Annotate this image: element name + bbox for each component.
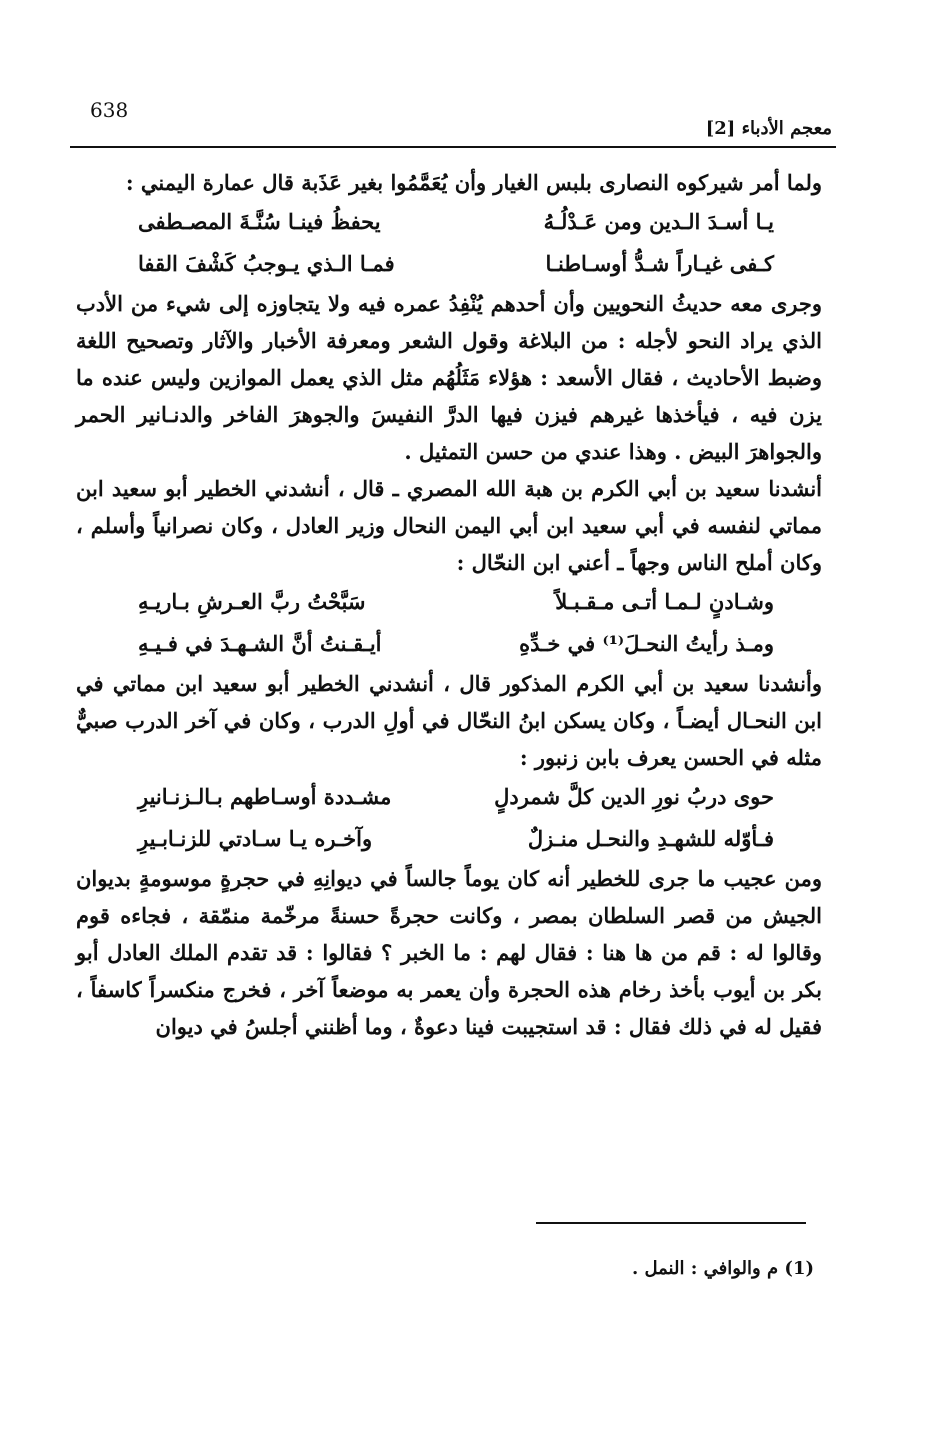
verse-line-5	[76, 776, 822, 818]
verse-line-4	[76, 623, 822, 665]
hemistich-right: كـفى غيـاراً شـدُّ أوسـاطنـا	[545, 251, 774, 276]
body-text	[76, 164, 822, 1045]
paragraph-1: ولما أمر شيركوه النصارى بلبس الغيار وأن يُعَمَّمُوا بغير عَذَبة قال عمارة اليمني :	[125, 170, 822, 195]
hemistich-left: يحفظُ فينـا سُنَّـةَ المصـطفى	[138, 209, 381, 234]
hemistich-left: وآخـره يـا سـادتي للزنـابـيرِ	[138, 826, 373, 851]
hemistich-left: مشـددة أوسـاطهم بـالـزنـانيرِ	[138, 784, 392, 809]
paragraph-5: ومن عجيب ما جرى للخطير أنه كان يوماً جالساً في ديوانِهِ في حجرةٍ موسومةٍ بديوان الجيش من قصر السلطان بمصر ، وكانت حجرةً حسنةً مرخّمة منمّقة ، فجاءه قوم وقالوا له : قم من ها هنا : فقال لهم : ما الخبر ؟ فقالوا : قد تقدم الملك العادل أبو بكر بن أيوب بأخذ رخام هذه الحجرة وأن يعمر به موضعاً آخر ، فخرج منكسراً كاسفاً ، فقيل له في ذلك فقال : قد استجيبت فينا دعوةٌ ، وما أظنني أجلسُ في ديوان	[76, 866, 822, 1039]
page-number: 638	[90, 98, 129, 122]
footnote-rule	[536, 1222, 806, 1224]
hemistich-right: وشـادنٍ لـمـا أتـى مـقـبـلاً	[555, 589, 774, 614]
hemistich-left: فمـا الـذي يـوجبُ كَشْفَ القفا	[138, 251, 395, 276]
running-head: معجم الأدباء [2]	[705, 118, 832, 139]
hemistich-right: يـا أسـدَ الـدين ومن عَـدْلُـهُ	[543, 209, 774, 234]
paragraph-2: وجرى معه حديثُ النحويين وأن أحدهم يُنْفِدُ عمره فيه ولا يتجاوزه إلى شيء من الأدب الذي يراد النحو لأجله : من البلاغة وقول الشعر ومعرفة الأخبار والآثار وتصحيح اللغة وضبط الأحاديث ، فقال الأسعد : هؤلاء مَثَلُهُم مثل الذي يعمل الموازين وليس عنده ما يزن فيه ، فيأخذها غيرهم فيزن فيها الدرَّ النفيسَ والجوهرَ الفاخر والدنـانير الحمر والجواهرَ البيض . وهذا عندي من حسن التمثيل .	[76, 291, 822, 464]
hemistich-left: أيـقـنتُ أنَّ الشـهـدَ في فـيـهِ	[138, 631, 382, 656]
paragraph-3: أنشدنا سعيد بن أبي الكرم بن هبة الله المصري ـ قال ، أنشدني الخطير أبو سعيد ابن مماتي لنفسه في أبي سعيد ابن أبي اليمن النحال وزير العادل ، وكان نصرانياً وأسلم ، وكان أملح الناس وجهاً ـ أعني ابن النحّال :	[76, 476, 822, 575]
footnote: (1) م والوافي : النمل .	[631, 1258, 814, 1279]
header-rule	[70, 146, 836, 148]
verse-line-6	[76, 818, 822, 860]
verse-line-3	[76, 581, 822, 623]
hemistich-left: سَبَّحْتُ ربَّ العـرشِ بـاريـهِ	[138, 589, 366, 614]
hemistich-right: حوى دربُ نورِ الدين كلَّ شمردلٍ	[494, 784, 774, 809]
paragraph-4: وأنشدنا سعيد بن أبي الكرم المذكور قال ، أنشدني الخطير أبو سعيد ابن مماتي في ابن النحـال أيضـاً ، وكان يسكن ابنُ النحّال في أولِ الدرب ، وكان في آخر الدرب صبيٌّ مثله في الحسن يعرف بابن زنبور :	[76, 671, 822, 770]
hemistich-right: فـأوّله للشهـدِ والنحـل منـزلٌ	[527, 826, 774, 851]
verse-line-1	[76, 201, 822, 243]
hemistich-right: ومـذ رأيتُ النحـلَ⁽¹⁾ في خـدِّهِ	[519, 631, 774, 656]
verse-line-2	[76, 243, 822, 285]
